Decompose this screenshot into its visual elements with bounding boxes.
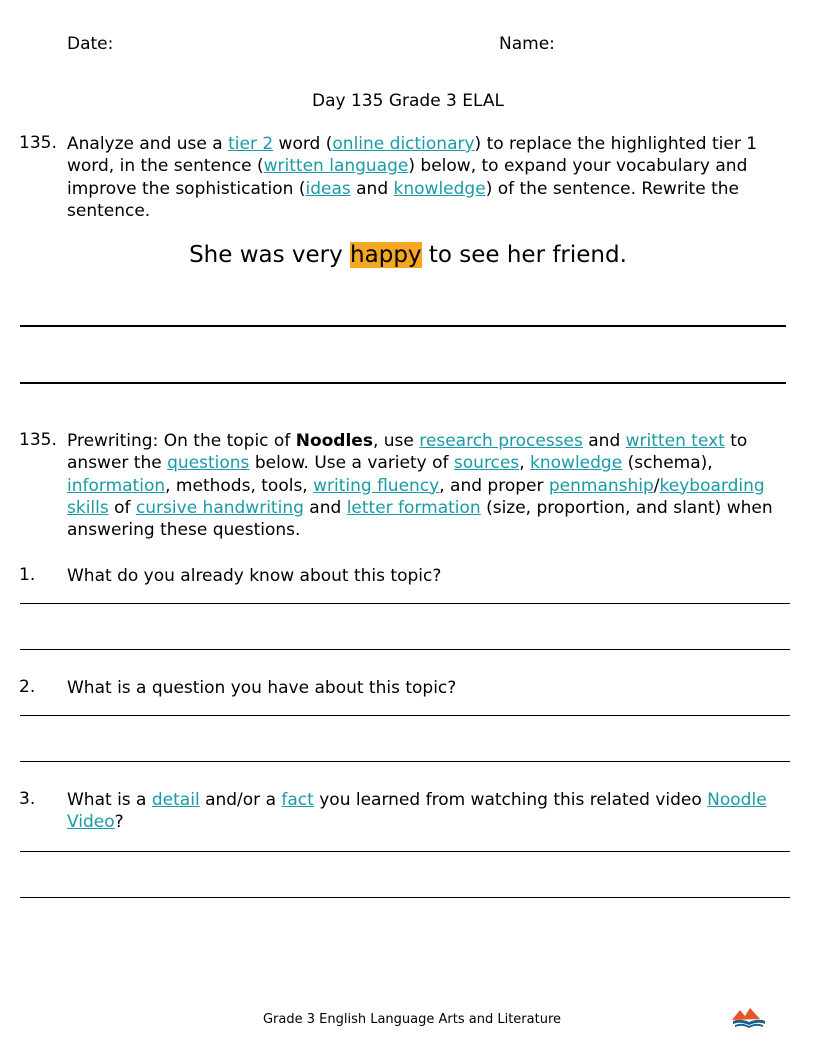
answer-line[interactable] (20, 851, 790, 852)
instruction-text: of (108, 497, 136, 518)
link-fact[interactable]: fact (281, 790, 314, 810)
link-keyboarding-skills[interactable]: keyboarding skills (67, 475, 765, 518)
link-ideas[interactable]: ideas (305, 178, 351, 199)
instruction-text: ) to replace the highlighted tier 1 word, in the sentence ( (67, 134, 758, 177)
link-online-dictionary[interactable]: online dictionary (332, 134, 475, 154)
question-number: 135. (19, 430, 57, 450)
vocab-instructions (67, 133, 787, 222)
link-tier-2[interactable]: tier 2 (228, 134, 274, 154)
link-penmanship[interactable]: penmanship (548, 475, 654, 496)
answer-line[interactable] (20, 761, 790, 762)
date-label: Date: (67, 34, 114, 54)
link-written-language[interactable]: written language (263, 156, 409, 177)
answer-line[interactable] (20, 897, 790, 898)
answer-line[interactable] (20, 649, 790, 650)
link-detail[interactable]: detail (151, 790, 200, 810)
instruction-text: and (582, 431, 626, 451)
question-text: What do you already know about this topic? (67, 566, 442, 586)
question-text-part: ? (114, 812, 124, 833)
mountain-book-logo-icon (730, 1004, 768, 1032)
answer-line[interactable] (20, 715, 790, 716)
question-text (67, 789, 797, 834)
example-sentence (0, 242, 816, 268)
topic-name: Noodles (295, 431, 373, 451)
highlighted-word: happy (350, 242, 422, 268)
question-number: 3. (19, 789, 36, 809)
prewriting-instructions (67, 430, 795, 541)
question-text: What is a question you have about this topic? (67, 678, 457, 698)
instruction-text: (size, proportion, and slant) when answering these questions. (67, 497, 773, 541)
instruction-text: to answer the (67, 431, 748, 474)
instruction-text: Analyze and use a (67, 134, 229, 154)
footer-text: Grade 3 English Language Arts and Literature (262, 1012, 562, 1027)
link-research-processes[interactable]: research processes (419, 431, 583, 451)
name-label: Name: (499, 34, 555, 54)
instruction-text: and (303, 497, 347, 518)
instruction-text: , methods, tools, (165, 475, 314, 496)
question-number: 2. (19, 677, 36, 697)
instruction-text: (schema), (622, 453, 713, 474)
answer-line[interactable] (20, 325, 786, 327)
link-knowledge[interactable]: knowledge (393, 178, 486, 199)
answer-line[interactable] (20, 603, 790, 604)
question-text-part: What is a (67, 790, 152, 810)
link-writing-fluency[interactable]: writing fluency (313, 475, 440, 496)
instruction-text: ) below, to expand your vocabulary and improve the sophistication ( (67, 156, 748, 199)
question-number: 135. (19, 133, 57, 153)
link-written-text[interactable]: written text (625, 431, 725, 451)
link-information[interactable]: information (67, 475, 166, 496)
sentence-text: to see her friend. (421, 242, 627, 268)
link-questions[interactable]: questions (167, 453, 250, 474)
question-text-part: and/or a (199, 790, 282, 810)
instruction-text: / (653, 475, 660, 496)
page-title: Day 135 Grade 3 ELAL (312, 91, 504, 111)
instruction-text: , (519, 453, 531, 474)
instruction-text: ) of the sentence. Rewrite the sentence. (67, 178, 739, 221)
instruction-text: , use (372, 431, 420, 451)
instruction-text: , and proper (439, 475, 549, 496)
instruction-text: word ( (273, 134, 333, 154)
link-sources[interactable]: sources (453, 453, 520, 474)
question-text-part: you learned from watching this related video (313, 790, 708, 810)
sentence-text: She was very (189, 242, 351, 268)
link-cursive-handwriting[interactable]: cursive handwriting (135, 497, 304, 518)
instruction-text: below. Use a variety of (249, 453, 454, 474)
instruction-text: Prewriting: On the topic of (67, 431, 296, 451)
link-noodle-video[interactable]: Noodle Video (67, 790, 767, 833)
answer-line[interactable] (20, 382, 786, 384)
instruction-text: and (350, 178, 394, 199)
question-number: 1. (19, 565, 36, 585)
link-letter-formation[interactable]: letter formation (346, 497, 481, 518)
link-knowledge[interactable]: knowledge (530, 453, 623, 474)
